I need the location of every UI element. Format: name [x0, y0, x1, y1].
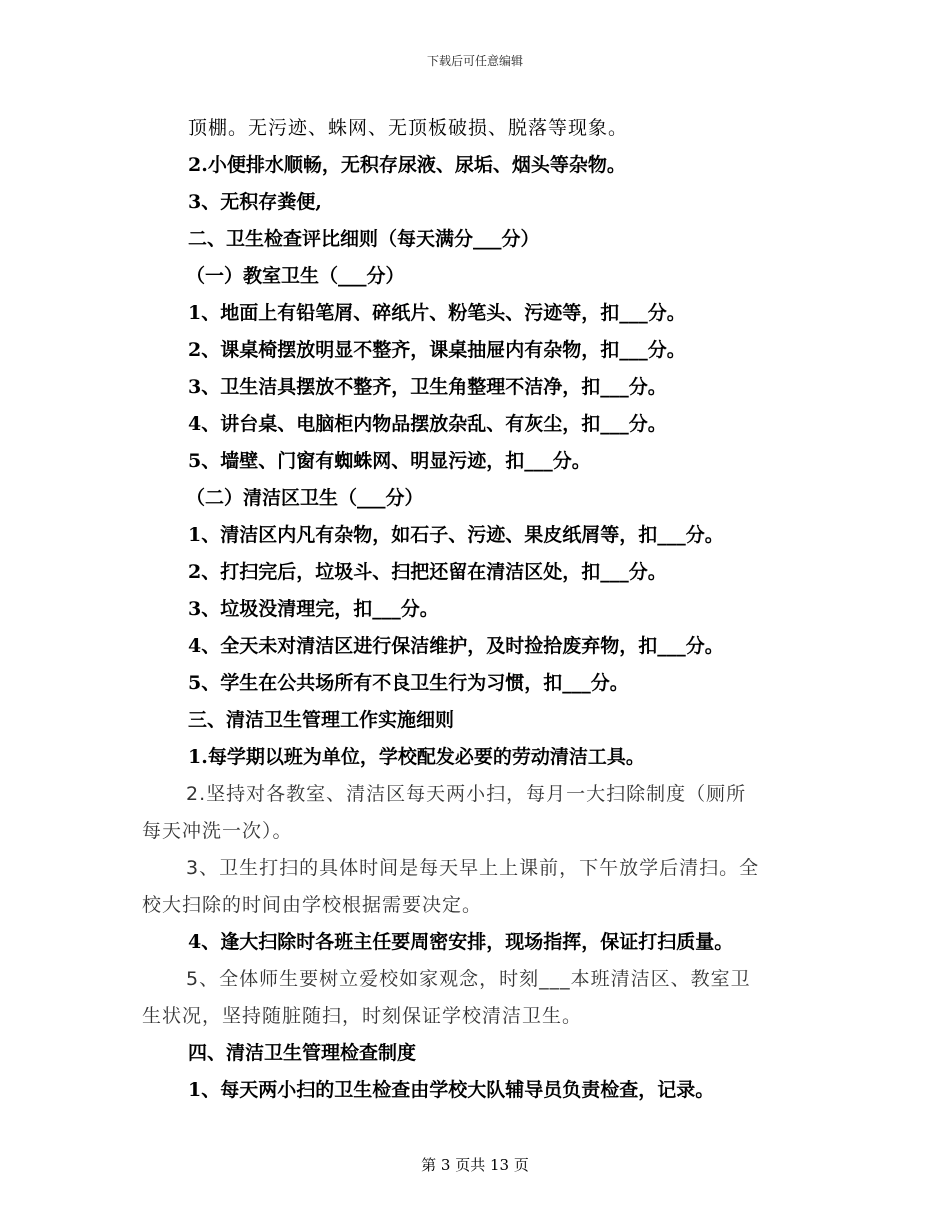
- subsection-heading: （一）教室卫生（___分）: [186, 265, 405, 287]
- page-footer: 第 3 页共 13 页: [421, 1156, 529, 1174]
- section-heading: 二、卫生检查评比细则（每天满分___分）: [188, 228, 540, 250]
- list-item: 2、课桌椅摆放明显不整齐，课桌抽屉内有杂物，扣___分。: [188, 339, 686, 361]
- paragraph-line: 3、卫生打扫的具体时间是每天早上上课前，下午放学后清扫。全: [186, 857, 760, 879]
- list-item: 2、打扫完后，垃圾斗、扫把还留在清洁区处，扣___分。: [188, 561, 667, 583]
- list-item: 4、全天未对清洁区进行保洁维护，及时捡拾废弃物，扣___分。: [188, 635, 724, 657]
- text-line: 3、无积存粪便,: [188, 191, 322, 213]
- paragraph-line: 每天冲洗一次）。: [142, 820, 293, 842]
- paragraph-line: 5、全体师生要树立爱校如家观念，时刻___本班清洁区、教室卫: [186, 968, 751, 990]
- list-item: 5、学生在公共场所有不良卫生行为习惯，扣___分。: [188, 672, 629, 694]
- subsection-heading: （二）清洁区卫生（___分）: [186, 487, 424, 509]
- list-item: 3、卫生洁具摆放不整齐，卫生角整理不洁净，扣___分。: [188, 376, 667, 398]
- paragraph-line: 4、逢大扫除时各班主任要周密安排，现场指挥，保证打扫质量。: [188, 931, 734, 953]
- list-item: 1、清洁区内凡有杂物，如石子、污迹、果皮纸屑等，扣___分。: [188, 524, 724, 546]
- text-line: 顶棚。无污迹、蛛网、无顶板破损、脱落等现象。: [188, 117, 629, 139]
- text-line: 2.小便排水顺畅，无积存尿液、尿垢、烟头等杂物。: [188, 154, 626, 176]
- paragraph-line: 生状况，坚持随脏随扫，时刻保证学校清洁卫生。: [142, 1005, 583, 1027]
- list-item: 1.每学期以班为单位，学校配发必要的劳动清洁工具。: [188, 746, 645, 768]
- list-item: 1、每天两小扫的卫生检查由学校大队辅导员负责检查，记录。: [188, 1079, 715, 1101]
- section-heading: 三、清洁卫生管理工作实施细则: [188, 709, 455, 731]
- list-item: 1、地面上有铅笔屑、碎纸片、粉笔头、污迹等，扣___分。: [188, 302, 686, 324]
- paragraph-line: 校大扫除的时间由学校根据需要决定。: [142, 894, 483, 916]
- list-item: 4、讲台桌、电脑柜内物品摆放杂乱、有灰尘，扣___分。: [188, 413, 667, 435]
- list-item: 5、墙壁、门窗有蜘蛛网、明显污迹，扣___分。: [188, 450, 591, 472]
- page-header: 下载后可任意编辑: [426, 54, 523, 68]
- list-item: 3、垃圾没清理完，扣___分。: [188, 598, 439, 620]
- section-heading: 四、清洁卫生管理检查制度: [188, 1042, 417, 1064]
- paragraph-line: 2.坚持对各教室、清洁区每天两小扫，每月一大扫除制度（厕所: [186, 783, 747, 805]
